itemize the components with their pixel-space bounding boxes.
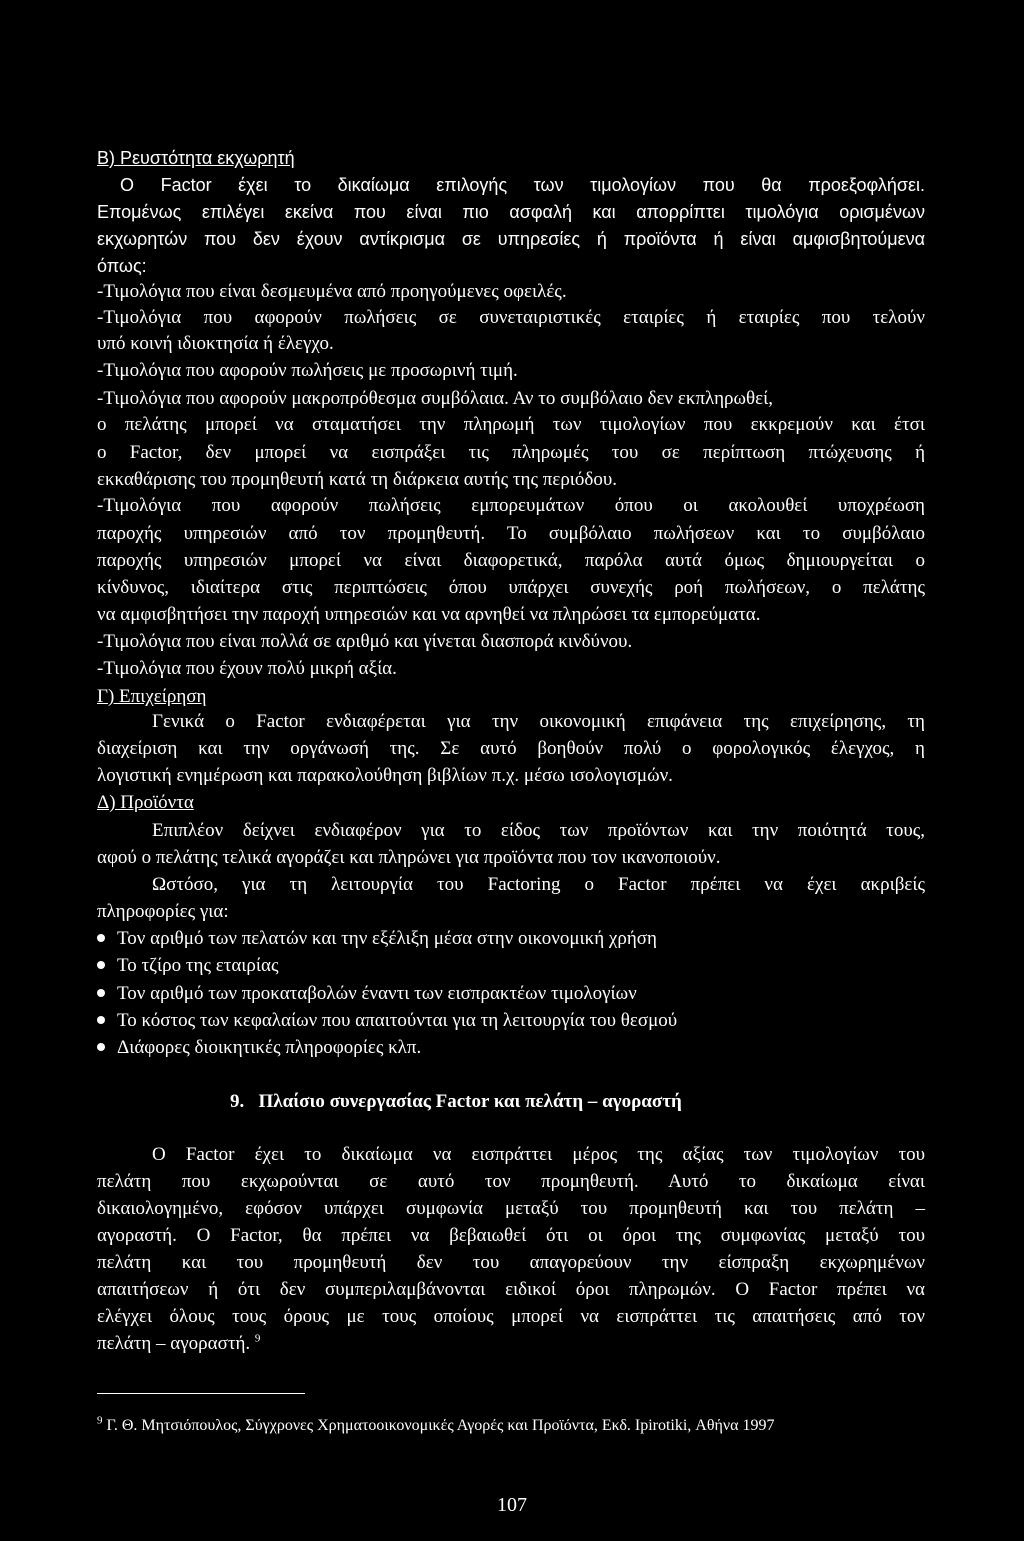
bullet-item: Τον αριθμό των προκαταβολών έναντι των εισπρακτέων τιμολογίων [97, 981, 925, 1007]
section-b-line: Ο Factor έχει το δικαίωμα επιλογής των τιμολογίων που θα προεξοφλήσει. [120, 175, 925, 195]
footnote-marker: 9 [97, 1414, 103, 1427]
section-c-title: Γ) Επιχείρηση [97, 686, 207, 707]
section-b-line: -Τιμολόγια που αφορούν πωλήσεις με προσωρινή τιμή. [97, 360, 518, 381]
section-b-line: κίνδυνος, ιδιαίτερα στις περιπτώσεις όπου υπάρχει συνεχής ροή πωλήσεων, ο πελάτης [97, 577, 925, 598]
page-number: 107 [497, 1494, 527, 1516]
footnote-divider [97, 1393, 305, 1394]
section-b-line: όπως: [97, 256, 147, 276]
bullet-icon [97, 934, 105, 942]
section-b-line: -Τιμολόγια που έχουν πολύ μικρή αξία. [97, 658, 397, 679]
section-9-line: αγοραστή. Ο Factor, θα πρέπει να βεβαιωθεί ότι οι όροι της συμφωνίας μεταξύ του [97, 1225, 925, 1246]
section-b-line: ο πελάτης μπορεί να σταματήσει την πληρωμή των τιμολογίων που εκκρεμούν και έτσι [97, 414, 925, 435]
section-d-line: πληροφορίες για: [97, 901, 229, 922]
section-c-line: διαχείριση και την οργάνωσή της. Σε αυτό βοηθούν πολύ ο φορολογικός έλεγχος, η [97, 738, 925, 759]
section-9-line: ελέγχει όλους τους όρους με τους οποίους μπορεί να εισπράττει τις απαιτήσεις από τον [97, 1306, 925, 1327]
section-b-line: -Τιμολόγια που αφορούν πωλήσεις εμπορευμάτων όπου οι ακολουθεί υποχρέωση [97, 495, 925, 516]
section-c-line: Γενικά ο Factor ενδιαφέρεται για την οικονομική επιφάνεια της επιχείρησης, τη [152, 711, 925, 732]
section-9-line: πελάτη που εκχωρούνται σε αυτό τον προμηθευτή. Αυτό το δικαίωμα είναι [97, 1171, 925, 1192]
section-9-line: απαιτήσεων ή ότι δεν συμπεριλαμβάνονται ειδικοί όροι πληρωμών. Ο Factor πρέπει να [97, 1279, 925, 1300]
section-9-title: Πλαίσιο συνεργασίας Factor και πελάτη – αγοραστή [258, 1091, 682, 1112]
section-b-line: εκχωρητών που δεν έχουν αντίκρισμα σε υπηρεσίες ή προϊόντα ή είναι αμφισβητούμενα [97, 229, 925, 249]
section-c-line: λογιστική ενημέρωση και παρακολούθηση βιβλίων π.χ. μέσω ισολογισμών. [97, 765, 673, 786]
section-b-line: παροχής υπηρεσιών μπορεί να είναι διαφορετικά, παρόλα αυτά όμως δημιουργείται ο [97, 550, 925, 571]
section-d-line: Επιπλέον δείχνει ενδιαφέρον για το είδος των προϊόντων και την ποιότητά τους, [152, 820, 925, 841]
section-b-line: εκκαθάρισης του προμηθευτή κατά τη διάρκεια αυτής της περιόδου. [97, 469, 618, 490]
footnote [97, 1413, 925, 1439]
section-b-title: Β) Ρευστότητα εκχωρητή [97, 148, 295, 168]
section-d-line: Ωστόσο, για τη λειτουργία του Factoring ο Factor πρέπει να έχει ακριβείς [152, 874, 925, 895]
section-b-line: υπό κοινή ιδιοκτησία ή έλεγχο. [97, 333, 334, 354]
bullet-icon [97, 961, 105, 969]
bullet-item: Το τζίρο της εταιρίας [97, 953, 925, 979]
footnote-reference[interactable]: 9 [254, 1332, 261, 1345]
section-b-line: ο Factor, δεν μπορεί να εισπράξει τις πληρωμές του σε περίπτωση πτώχευσης ή [97, 442, 925, 463]
bullet-item: Τον αριθμό των πελατών και την εξέλιξη μέσα στην οικονομική χρήση [97, 926, 925, 952]
section-b-line: παροχής υπηρεσιών από τον προμηθευτή. Το συμβόλαιο πωλήσεων και το συμβόλαιο [97, 523, 925, 544]
section-b-line: Επομένως επιλέγει εκείνα που είναι πιο ασφαλή και απορρίπτει τιμολόγια ορισμένων [97, 202, 925, 222]
section-d-line: αφού ο πελάτης τελικά αγοράζει και πληρώνει για προϊόντα που τον ικανοποιούν. [97, 847, 721, 868]
bullet-icon [97, 1016, 105, 1024]
bullet-icon [97, 989, 105, 997]
section-9-line: πελάτη – αγοραστή. $^9$ [97, 1332, 261, 1354]
section-9-line: πελάτη και του προμηθευτή δεν του απαγορεύουν την είσπραξη εκχωρημένων [97, 1252, 925, 1273]
bullet-item: Διάφορες διοικητικές πληροφορίες κλπ. [97, 1035, 925, 1061]
section-d-title: Δ) Προϊόντα [97, 792, 194, 813]
section-9-number: 9. [230, 1091, 245, 1112]
section-b-line: -Τιμολόγια που αφορούν μακροπρόθεσμα συμβόλαια. Αν το συμβόλαιο δεν εκπληρωθεί, [97, 388, 773, 409]
section-b-line: -Τιμολόγια που είναι δεσμευμένα από προηγούμενες οφειλές. [97, 281, 567, 302]
bullet-icon [97, 1043, 105, 1051]
footnote-text: Γ. Θ. Μητσιόπουλος, Σύγχρονες Χρηματοοικονομικές Αγορές και Προϊόντα, Εκδ. Ipirotiki, Αθήνα 1997 [102, 1417, 775, 1434]
section-9-line: Ο Factor έχει το δικαίωμα να εισπράττει μέρος της αξίας των τιμολογίων του [152, 1144, 925, 1165]
section-b-line: -Τιμολόγια που είναι πολλά σε αριθμό και γίνεται διασπορά κινδύνου. [97, 631, 633, 652]
bullet-item: Το κόστος των κεφαλαίων που απαιτούνται για τη λειτουργία του θεσμού [97, 1008, 925, 1034]
section-b-line: να αμφισβητήσει την παροχή υπηρεσιών και να αρνηθεί να πληρώσει τα εμπορεύματα. [97, 604, 761, 625]
section-9-heading [230, 1089, 930, 1115]
section-b-line: -Τιμολόγια που αφορούν πωλήσεις σε συνεταιριστικές εταιρίες ή εταιρίες που τελούν [97, 307, 925, 328]
section-9-line: δικαιολογημένο, εφόσον υπάρχει συμφωνία μεταξύ του προμηθευτή και του πελάτη – [97, 1198, 925, 1219]
